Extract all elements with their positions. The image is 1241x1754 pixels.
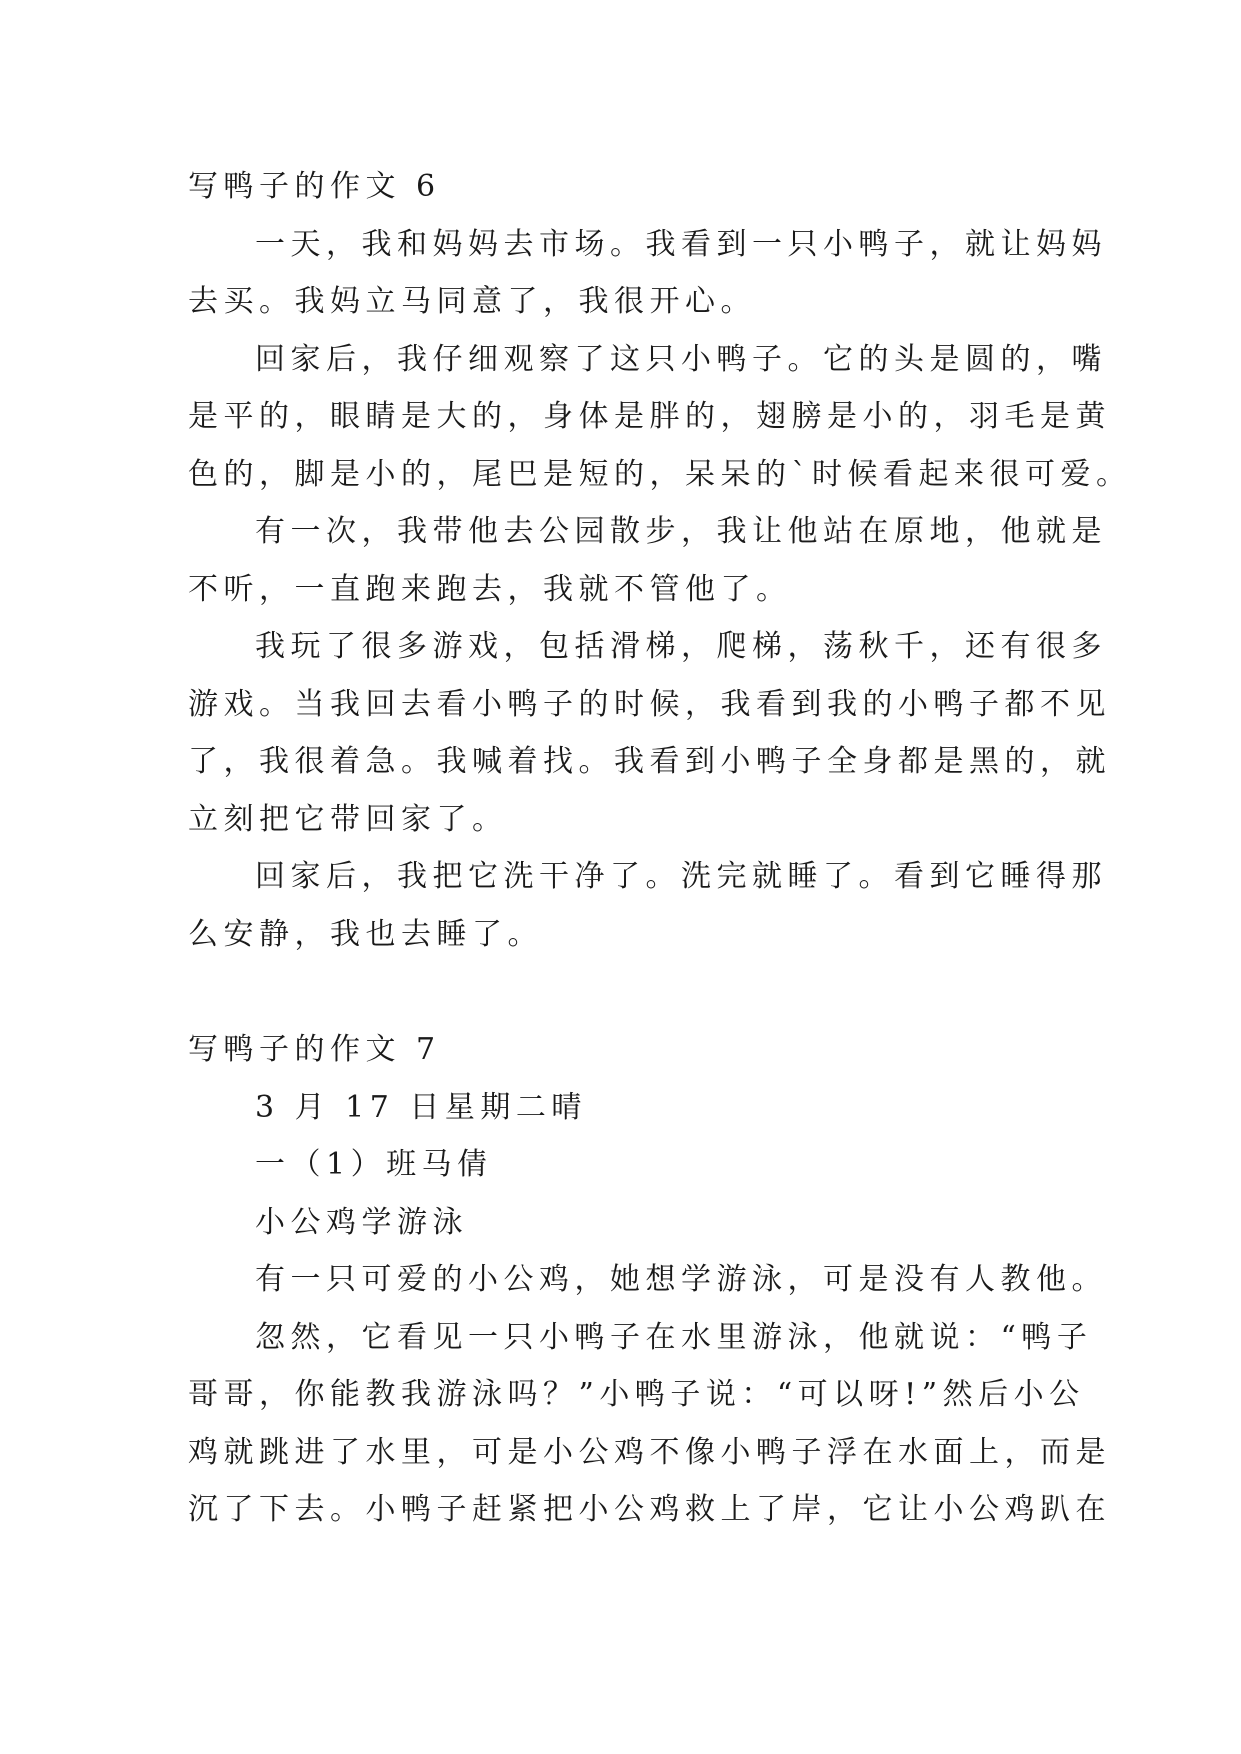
text-line: 了，我很着急。我喊着找。我看到小鸭子全身都是黑的，就 [188,744,1111,779]
date-line: 3 月 17 日星期二晴 [255,1089,587,1125]
text-line: 回家后，我把它洗干净了。洗完就睡了。看到它睡得那 [255,859,1107,894]
text-line: 鸡就跳进了水里，可是小公鸡不像小鸭子浮在水面上，而是 [188,1434,1111,1470]
text-line: 有一次，我带他去公园散步，我让他站在原地，他就是 [255,514,1107,549]
paragraph [188,503,1107,618]
text-line: 回家后，我仔细观察了这只小鸭子。它的头是圆的，嘴 [255,341,1107,377]
text-line: 我玩了很多游戏，包括滑梯，爬梯，荡秋千，还有很多 [255,629,1107,664]
paragraph [188,1309,1111,1539]
text-line: 去买。我妈立马同意了，我很开心。 [188,284,756,319]
text-line: 立刻把它带回家了。 [188,801,508,837]
text-line: 游戏。当我回去看小鸭子的时候，我看到我的小鸭子都不见 [188,686,1111,722]
essay-title: 小公鸡学游泳 [255,1204,468,1240]
section-title: 写鸭子的作文 7 [188,1032,441,1067]
paragraph [188,1136,1058,1194]
text-line: 色的，脚是小的，尾巴是短的，呆呆的`时候看起来很可爱。 [188,456,1132,492]
text-line: 不听，一直跑来跑去，我就不管他了。 [188,571,792,607]
paragraph [188,1251,1107,1309]
paragraph [188,1079,1058,1137]
text-line: 哥哥，你能教我游泳吗？”小鸭子说：“可以呀!”然后小公 [188,1377,1085,1412]
section-spacer [188,963,1058,1021]
text-line: 忽然，它看见一只小鸭子在水里游泳，他就说：“鸭子 [255,1319,1093,1355]
text-line: 是平的，眼睛是大的，身体是胖的，翅膀是小的，羽毛是黄 [188,399,1111,434]
paragraph [188,848,1107,963]
paragraph [188,618,1111,848]
paragraph [188,216,1107,331]
document-body [188,158,1132,1539]
paragraph [188,1194,1058,1252]
section-title: 写鸭子的作文 6 [188,169,441,204]
paragraph [188,331,1132,504]
text-line: 有一只可爱的小公鸡，她想学游泳，可是没有人教他。 [255,1262,1107,1297]
author-line: 一（1）班马倩 [255,1147,493,1182]
text-line: 么安静，我也去睡了。 [188,916,543,952]
text-line: 沉了下去。小鸭子赶紧把小公鸡救上了岸，它让小公鸡趴在 [188,1492,1111,1527]
text-line: 一天，我和妈妈去市场。我看到一只小鸭子，就让妈妈 [255,226,1107,262]
